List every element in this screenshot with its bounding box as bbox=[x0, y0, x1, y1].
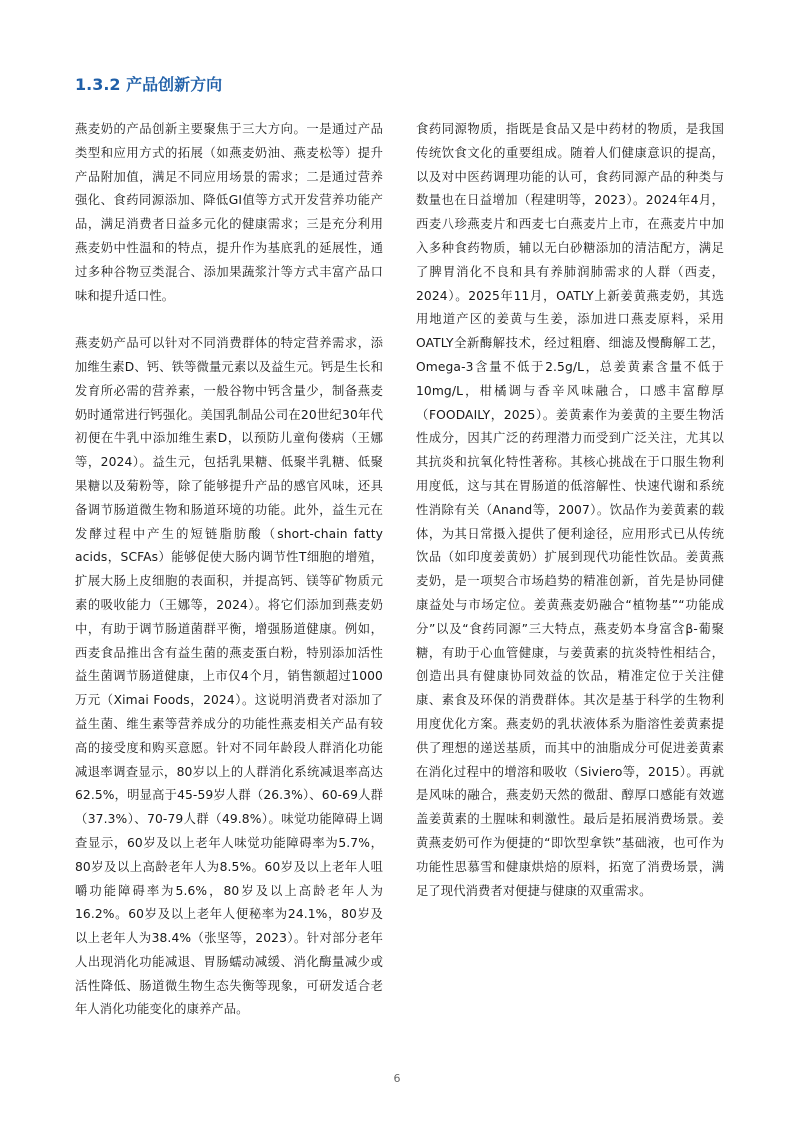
paragraph-product-innovation-directions: 燕麦奶的产品创新主要聚焦于三大方向。一是通过产品类型和应用方式的拓展（如燕麦奶油、燕麦松等）提升产品附加值，满足不同应用场景的需求；二是通过营养强化、食药同源添加、降低GI值等方式开发营养功能产品，满足消费者日益多元化的健康需求；三是充分利用燕麦奶中性温和的特点，提升作为基底乳的延展性，通过多种谷物豆类混合、添加果蔬浆汁等方式丰富产品口味和提升适口性。 bbox=[75, 122, 383, 303]
page-number: 6 bbox=[393, 1072, 401, 1085]
paragraph-nutrition-fortification: 燕麦奶产品可以针对不同消费群体的特定营养需求，添加维生素D、钙、铁等微量元素以及益生元。钙是生长和发育所必需的营养素，一般谷物中钙含量少，制备燕麦奶时通常进行钙强化。美国乳制品公司在20世纪30年代初便在牛乳中添加维生素D，以预防儿童佝偻病（王娜等，2024）。益生元，包括乳果糖、低聚半乳糖、低聚果糖以及菊粉等，除了能够提升产品的感官风味，还具备调节肠道微生物和肠道环境的功能。此外，益生元在发酵过程中产生的短链脂肪酸（short-chain fatty acids，SCFAs）能够促使大肠内调节性T细胞的增殖，扩展大肠上皮细胞的表面积，并提高钙、镁等矿物质元素的吸收能力（王娜等，2024）。将它们添加到燕麦奶中，有助于调节肠道菌群平衡，增强肠道健康。例如，西麦食品推出含有益生菌的燕麦蛋白粉，特别添加活性益生菌调节肠道健康，上市仅4个月，销售额超过1000万元（Ximai Foods，2024）。这说明消费者对添加了益生菌、维生素等营养成分的功能性燕麦相关产品有较高的接受度和购买意愿。针对不同年龄段人群消化功能减退率调查显示，80岁以上的人群消化系统减退率高达62.5%，明显高于45-59岁人群（26.3%）、60-69人群（37.3%）、70-79人群（49.8%）。味觉功能障碍上调查显示，60岁及以上老年人味觉功能障碍率为5.7%，80岁及以上高龄老年人为8.5%。60岁及以上老年人咀嚼功能障碍率为5.6%，80岁及以上高龄老年人为16.2%。60岁及以上老年人便秘率为24.1%，80岁及以上老年人为38.4%（张坚等，2023）。针对部分老年人出现消化功能减退、胃肠蠕动减缓、消化酶量减少或活性降低、肠道微生物生态失衡等现象，可研发适合老年人消化功能变化的康养产品。 bbox=[75, 336, 383, 1017]
left-column bbox=[75, 118, 383, 1022]
paragraph-food-medicine-homology: 食药同源物质，指既是食品又是中药材的物质，是我国传统饮食文化的重要组成。随着人们健康意识的提高，以及对中医药调理功能的认可，食药同源产品的种类与数量也在日益增加（程建明等，2023）。2024年4月，西麦八珍燕麦片和西麦七白燕麦片上市，在燕麦片中加入多种食药物质，辅以无白砂糖添加的清洁配方，满足了脾胃消化不良和具有养肺润肺需求的人群（西麦，2024）。2025年11月，OATLY上新姜黄燕麦奶，其选用地道产区的姜黄与生姜，添加进口燕麦原料，采用OATLY全新酶解技术，经过粗磨、细滤及慢酶解工艺，Omega-3含量不低于2.5g/L，总姜黄素含量不低于10mg/L，柑橘调与香辛风味融合，口感丰富醇厚（FOODAILY，2025）。姜黄素作为姜黄的主要生物活性成分，因其广泛的药理潜力而受到广泛关注，尤其以其抗炎和抗氧化特性著称。其核心挑战在于口服生物利用度低，这与其在胃肠道的低溶解性、快速代谢和系统性消除有关（Anand等，2007）。饮品作为姜黄素的载体，为其日常摄入提供了便利途径，应用形式已从传统饮品（如印度姜黄奶）扩展到现代功能性饮品。姜黄燕麦奶，是一项契合市场趋势的精准创新，首先是协同健康益处与市场定位。姜黄燕麦奶融合“植物基”“功能成分”以及“食药同源”三大特点，燕麦奶本身富含β-葡聚糖，有助于心血管健康，与姜黄素的抗炎特性相结合，创造出具有健康协同效益的饮品，精准定位于关注健康、素食及环保的消费群体。其次是基于科学的生物利用度优化方案。燕麦奶的乳状液体系为脂溶性姜黄素提供了理想的递送基质，而其中的油脂成分可促进姜黄素在消化过程中的增溶和吸收（Siviero等，2015）。再就是风味的融合，燕麦奶天然的微甜、醇厚口感能有效遮盖姜黄素的土腥味和刺激性。最后是拓展消费场景。姜黄燕麦奶可作为便捷的“即饮型拿铁”基础液，也可作为功能性思慕雪和健康烘焙的原料，拓宽了消费场景，满足了现代消费者对便捷与健康的双重需求。 bbox=[416, 122, 724, 898]
section-title: 1.3.2 产品创新方向 bbox=[75, 75, 223, 94]
right-column bbox=[416, 118, 724, 903]
